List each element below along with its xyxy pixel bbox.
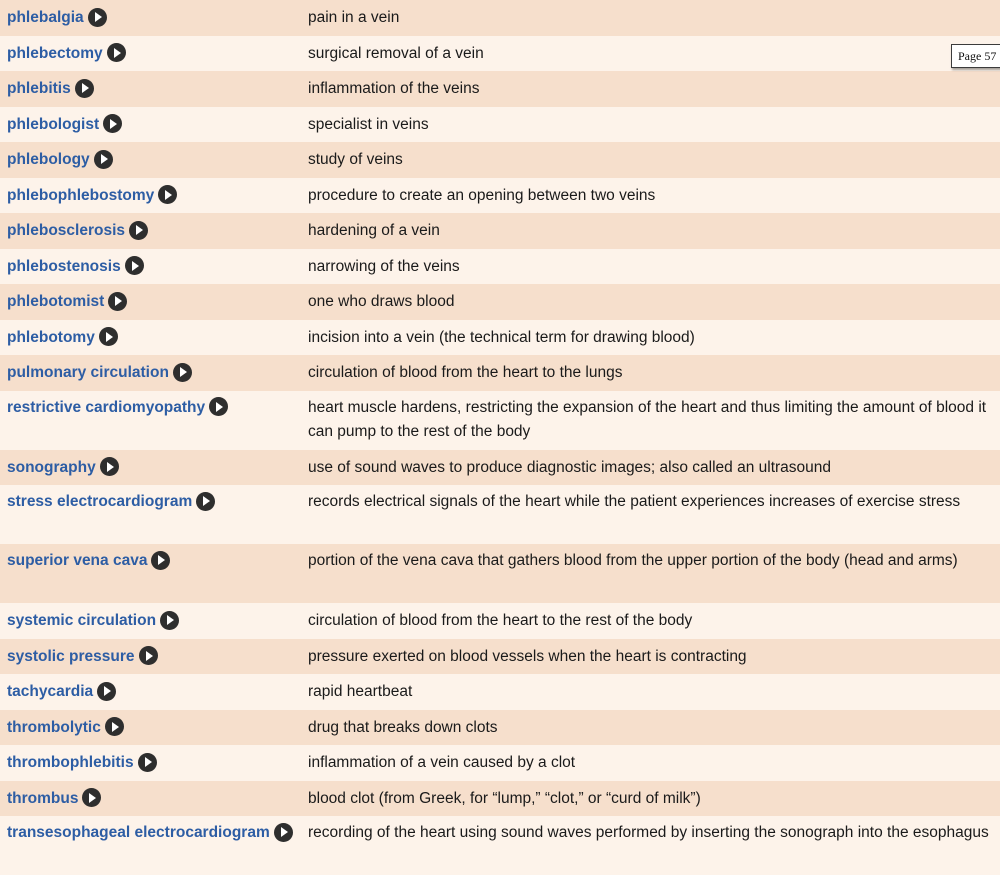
term-link[interactable]: stress electrocardiogram (7, 493, 193, 510)
term-cell (0, 821, 302, 845)
glossary-row (0, 485, 1000, 544)
definition-cell: incision into a vein (the technical term for drawing blood) (308, 328, 695, 346)
term-link[interactable]: thrombus (7, 789, 79, 807)
definition-cell: blood clot (from Greek, for “lump,” “clot,” or “curd of milk”) (308, 789, 701, 807)
definition-cell: one who draws blood (308, 293, 455, 310)
definition-cell: inflammation of the veins (308, 80, 480, 97)
definition-cell: heart muscle hardens, restricting the expansion of the heart and thus limiting the amount of blood it can pump to the rest of the body (308, 398, 987, 440)
definition-cell: surgical removal of a vein (308, 44, 484, 62)
term-link[interactable]: phlebalgia (7, 9, 84, 26)
term-link[interactable]: pulmonary circulation (7, 364, 169, 381)
glossary-row (0, 603, 1000, 639)
term-cell (0, 787, 302, 811)
play-audio-icon[interactable] (100, 457, 119, 476)
glossary-row (0, 816, 1000, 875)
term-link[interactable]: systemic circulation (7, 612, 157, 629)
term-link[interactable]: thrombophlebitis (7, 754, 134, 771)
definition-cell: pain in a vein (308, 9, 400, 26)
definition-cell: rapid heartbeat (308, 683, 413, 700)
term-cell (0, 6, 302, 30)
term-cell (0, 184, 302, 208)
definition-cell: circulation of blood from the heart to the rest of the body (308, 612, 693, 629)
glossary-row (0, 320, 1000, 356)
glossary-row (0, 284, 1000, 320)
glossary-row (0, 674, 1000, 710)
term-cell (0, 326, 302, 350)
term-link[interactable]: systolic pressure (7, 647, 135, 665)
term-link[interactable]: phlebitis (7, 80, 71, 97)
term-link[interactable]: phlebosclerosis (7, 222, 126, 239)
term-link[interactable]: restrictive cardiomyopathy (7, 398, 206, 416)
glossary-row (0, 544, 1000, 603)
term-link[interactable]: phlebostenosis (7, 257, 121, 275)
term-link[interactable]: phlebectomy (7, 44, 103, 62)
glossary-row (0, 355, 1000, 391)
definition-cell: use of sound waves to produce diagnostic images; also called an ultrasound (308, 458, 832, 476)
play-audio-icon[interactable] (160, 611, 179, 630)
glossary-row (0, 142, 1000, 178)
definition-cell: procedure to create an opening between two veins (308, 186, 656, 204)
play-audio-icon[interactable] (151, 551, 170, 570)
term-cell (0, 396, 302, 420)
term-cell (0, 77, 302, 101)
term-cell (0, 290, 302, 314)
play-audio-icon[interactable] (88, 8, 107, 27)
play-audio-icon[interactable] (209, 397, 228, 416)
term-link[interactable]: tachycardia (7, 683, 94, 700)
play-audio-icon[interactable] (274, 823, 293, 842)
term-link[interactable]: phlebology (7, 151, 90, 168)
term-cell (0, 751, 302, 775)
term-link[interactable]: phlebophlebostomy (7, 186, 155, 204)
definition-cell: circulation of blood from the heart to the lungs (308, 364, 623, 381)
term-cell (0, 490, 302, 514)
glossary-row (0, 249, 1000, 285)
term-link[interactable]: superior vena cava (7, 552, 148, 569)
play-audio-icon[interactable] (125, 256, 144, 275)
term-cell (0, 361, 302, 385)
play-audio-icon[interactable] (75, 79, 94, 98)
play-audio-icon[interactable] (107, 43, 126, 62)
glossary-row (0, 781, 1000, 817)
definition-cell: pressure exerted on blood vessels when the heart is contracting (308, 647, 747, 665)
definition-cell: inflammation of a vein caused by a clot (308, 754, 576, 771)
term-cell (0, 549, 302, 573)
term-link[interactable]: sonography (7, 458, 96, 476)
glossary-row (0, 710, 1000, 746)
definition-cell: study of veins (308, 151, 403, 168)
definition-cell: specialist in veins (308, 115, 429, 133)
term-link[interactable]: thrombolytic (7, 718, 101, 736)
term-cell (0, 609, 302, 633)
play-audio-icon[interactable] (99, 327, 118, 346)
term-cell (0, 113, 302, 137)
glossary-row (0, 213, 1000, 249)
play-audio-icon[interactable] (94, 150, 113, 169)
term-cell (0, 255, 302, 279)
glossary-row (0, 71, 1000, 107)
definition-cell: narrowing of the veins (308, 257, 460, 275)
term-cell (0, 219, 302, 243)
term-cell (0, 148, 302, 172)
play-audio-icon[interactable] (97, 682, 116, 701)
definition-cell: records electrical signals of the heart while the patient experiences increases of exercise stress (308, 493, 961, 510)
term-link[interactable]: phlebotomist (7, 293, 105, 310)
glossary-row (0, 107, 1000, 143)
definition-cell: recording of the heart using sound waves performed by inserting the sonograph into the esophagus (308, 824, 989, 841)
play-audio-icon[interactable] (103, 114, 122, 133)
play-audio-icon[interactable] (138, 753, 157, 772)
glossary-row (0, 36, 1000, 72)
definition-cell: portion of the vena cava that gathers blood from the upper portion of the body (head and arms) (308, 552, 958, 569)
play-audio-icon[interactable] (139, 646, 158, 665)
glossary-row (0, 391, 1000, 450)
term-cell (0, 680, 302, 704)
term-cell (0, 456, 302, 480)
play-audio-icon[interactable] (105, 717, 124, 736)
term-cell (0, 645, 302, 669)
definition-cell: hardening of a vein (308, 222, 440, 239)
term-link[interactable]: phlebotomy (7, 328, 95, 346)
glossary-row (0, 178, 1000, 214)
play-audio-icon[interactable] (196, 492, 215, 511)
glossary-row (0, 639, 1000, 675)
play-audio-icon[interactable] (108, 292, 127, 311)
term-link[interactable]: transesophageal electrocardiogram (7, 824, 270, 841)
glossary-row (0, 745, 1000, 781)
glossary-row (0, 0, 1000, 36)
play-audio-icon[interactable] (158, 185, 177, 204)
glossary-row (0, 450, 1000, 486)
page-number-marker: Page 57 (951, 44, 1000, 68)
play-audio-icon[interactable] (129, 221, 148, 240)
term-cell (0, 42, 302, 66)
play-audio-icon[interactable] (173, 363, 192, 382)
term-cell (0, 716, 302, 740)
play-audio-icon[interactable] (82, 788, 101, 807)
term-link[interactable]: phlebologist (7, 115, 100, 133)
definition-cell: drug that breaks down clots (308, 718, 498, 736)
